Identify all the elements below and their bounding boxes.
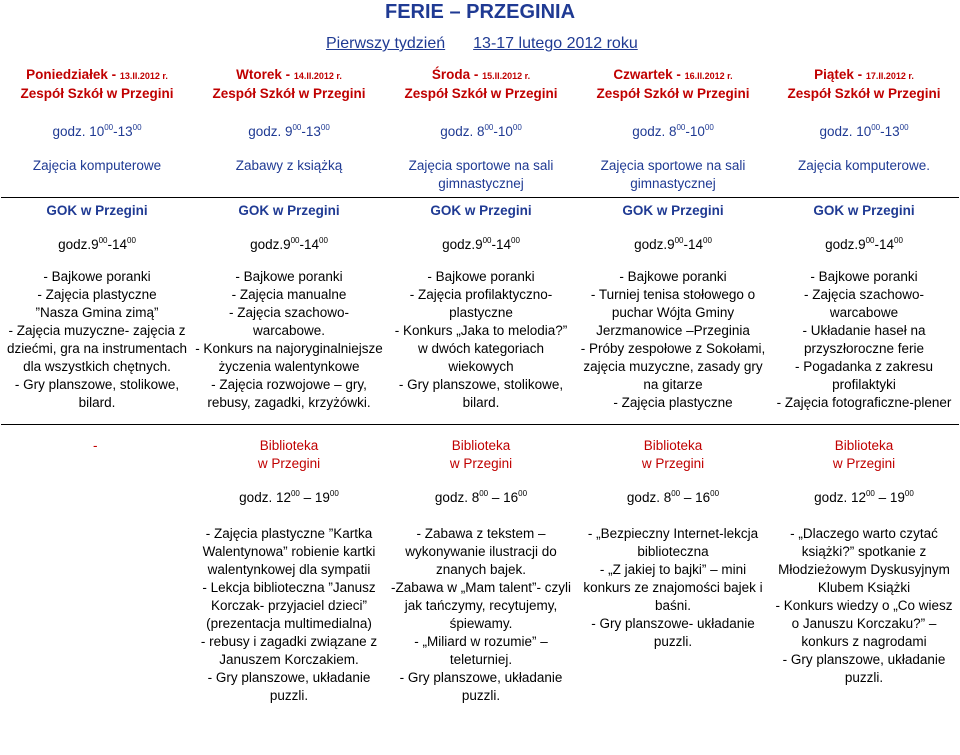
school-hours-3-sup-start: 00 <box>484 123 494 132</box>
gok-name-1: GOK w Przegini <box>46 203 148 218</box>
library-line2: w Przegini <box>641 456 705 471</box>
library-hours-4-sup-end: 00 <box>710 489 720 498</box>
library-activities-4 <box>577 507 769 705</box>
gok-activity-item: - Układanie haseł na przyszłoroczne ferie <box>802 323 926 356</box>
gok-name-5: GOK w Przegini <box>813 203 915 218</box>
day-date: 17.II.2012 r. <box>865 71 914 81</box>
school-name-row <box>1 85 959 103</box>
library-name-3 <box>385 425 577 474</box>
gok-hours-1: $godz.9^{00}-14^{00}$ <box>58 236 136 252</box>
library-line1: Biblioteka <box>834 438 894 453</box>
subtitle-dates: 13-17 lutego 2012 roku <box>473 35 638 52</box>
school-hours-4: godz. $8^{00}-10^{00}$ <box>632 123 714 139</box>
gok-activity-item: - Bajkowe poranki <box>810 269 918 284</box>
school-hours-cell-2 <box>193 103 385 141</box>
school-activity-5: Zajęcia komputerowe. <box>769 141 959 198</box>
library-hours-5-sup-start: 00 <box>865 489 875 498</box>
gok-activity-item: - Bajkowe poranki <box>235 269 343 284</box>
library-name-2 <box>193 425 385 474</box>
gok-activity-item: - Próby zespołowe z Sokołami, zajęcia muzyczne, zasady gry na gitarze <box>580 341 766 392</box>
library-line1: Biblioteka <box>451 438 511 453</box>
gok-hours-cell-2 <box>193 220 385 254</box>
day-date: 16.II.2012 r. <box>684 71 733 81</box>
day-date: 15.II.2012 r. <box>482 71 531 81</box>
day-header-5 <box>769 62 959 85</box>
library-activity-item: - Gry planszowe, układanie puzzli. <box>399 670 563 703</box>
school-hours-1-sup-start: 00 <box>104 123 114 132</box>
day-header-4 <box>577 62 769 85</box>
library-activity-item: - Lekcja biblioteczna ”Janusz Korczak- przyjaciel dzieci” (prezentacja multimedialna) <box>202 580 376 631</box>
schedule-table <box>1 62 959 705</box>
library-name-1 <box>1 425 193 474</box>
gok-hours-row <box>1 220 959 254</box>
day-date: 13.II.2012 r. <box>119 71 168 81</box>
day-header-2 <box>193 62 385 85</box>
gok-hours-3-sup-start: 00 <box>482 236 492 245</box>
library-activity-item: - „Miliard w rozumie” – teleturniej. <box>414 634 548 667</box>
gok-activity-item: - Zajęcia szachowo-warcabowe <box>803 287 925 320</box>
library-activity-item: - „Bezpieczny Internet-lekcja biblioteczna <box>587 526 759 559</box>
gok-hours-4-sup-start: 00 <box>674 236 684 245</box>
gok-hours-2: $godz.9^{00}-14^{00}$ <box>250 236 328 252</box>
school-hours-row <box>1 103 959 141</box>
day-name: Wtorek - <box>236 67 294 82</box>
library-activity-item: - Zabawa z tekstem – wykonywanie ilustracji do znanych bajek. <box>405 526 557 577</box>
school-activity-2: Zabawy z książką <box>193 141 385 198</box>
gok-hours-5-sup-end: 00 <box>894 236 903 245</box>
library-hours-cell-2 <box>193 473 385 507</box>
library-activities-5 <box>769 507 959 705</box>
school-activity-3: Zajęcia sportowe na sali gimnastycznej <box>385 141 577 198</box>
gok-activity-item: - Konkurs „Jaka to melodia?” <box>394 323 568 338</box>
gok-activity-item: - Zajęcia rozwojowe – gry, rebusy, zagadki, krzyżówki. <box>207 377 371 410</box>
gok-activities-row <box>1 254 959 425</box>
library-hours-5: godz. $12^{00} - 19^{00}$ <box>814 489 914 505</box>
library-line1: Biblioteka <box>259 438 319 453</box>
library-activity-item: - Konkurs wiedzy o „Co wiesz o Januszu Korczaku?” – konkurs z nagrodami <box>775 598 953 649</box>
school-hours-2-sup-start: 00 <box>292 123 302 132</box>
day-name: Czwartek - <box>613 67 685 82</box>
day-date: 14.II.2012 r. <box>293 71 342 81</box>
library-hours-cell-1 <box>1 473 193 507</box>
library-hours-3-sup-start: 00 <box>479 489 489 498</box>
school-hours-5-sup-start: 00 <box>871 123 881 132</box>
school-hours-3-sup-end: 00 <box>512 123 522 132</box>
library-dash: - <box>93 438 98 453</box>
school-hours-2: godz. $9^{00}-13^{00}$ <box>248 123 330 139</box>
library-line2: w Przegini <box>832 456 896 471</box>
gok-activity-item: - Zajęcia plastyczne <box>613 395 733 410</box>
school-name-5: Zespół Szkół w Przegini <box>787 86 941 101</box>
library-line2: w Przegini <box>257 456 321 471</box>
gok-hours-cell-4 <box>577 220 769 254</box>
school-name-2: Zespół Szkół w Przegini <box>212 86 366 101</box>
gok-activity-item: - Gry planszowe, stolikowe, bilard. <box>398 377 564 410</box>
day-header-1 <box>1 62 193 85</box>
library-hours-3-sup-end: 00 <box>518 489 528 498</box>
day-name: Poniedziałek - <box>26 67 120 82</box>
gok-activities-2 <box>193 254 385 425</box>
gok-name-3: GOK w Przegini <box>430 203 532 218</box>
library-hours-cell-3 <box>385 473 577 507</box>
gok-name-2: GOK w Przegini <box>238 203 340 218</box>
gok-name-row <box>1 198 959 221</box>
page-title: FERIE – PRZEGINIA <box>384 1 576 23</box>
school-hours-5: godz. $10^{00}-13^{00}$ <box>819 123 909 139</box>
library-activity-item: - Gry planszowe, układanie puzzli. <box>782 652 946 685</box>
school-hours-5-sup-end: 00 <box>899 123 909 132</box>
subtitle-week: Pierwszy tydzień <box>326 35 446 52</box>
gok-activity-item: - Zajęcia profilaktyczno-plastyczne <box>409 287 553 320</box>
library-activity-item: - Zajęcia plastyczne ”Kartka Walentynowa” robienie kartki walentynkowej dla sympatii <box>202 526 376 577</box>
library-activity-item: - Gry planszowe- układanie puzzli. <box>591 616 755 649</box>
gok-hours-cell-1 <box>1 220 193 254</box>
gok-hours-5-sup-start: 00 <box>865 236 875 245</box>
library-activity-item: - „Z jakiej to bajki” – mini konkurs ze znajomości bajek i baśni. <box>583 562 763 613</box>
gok-activity-item: - Bajkowe poranki <box>43 269 151 284</box>
library-activity-item: - Gry planszowe, układanie puzzli. <box>207 670 371 703</box>
gok-activity-item: - Zajęcia plastyczne <box>37 287 157 302</box>
gok-activity-item: - Pogadanka z zakresu profilaktyki <box>794 359 934 392</box>
gok-activity-item: - Bajkowe poranki <box>427 269 535 284</box>
gok-hours-2-sup-end: 00 <box>319 236 328 245</box>
library-activities-3 <box>385 507 577 705</box>
gok-activity-item: - Zajęcia manualne <box>231 287 347 302</box>
gok-hours-cell-5 <box>769 220 959 254</box>
gok-activities-3 <box>385 254 577 425</box>
library-hours-cell-5 <box>769 473 959 507</box>
school-name-4: Zespół Szkół w Przegini <box>596 86 750 101</box>
library-name-5 <box>769 425 959 474</box>
gok-hours-3: $godz.9^{00}-14^{00}$ <box>442 236 520 252</box>
gok-activity-item: - Zajęcia fotograficzne-plener <box>776 395 952 410</box>
library-activities-row <box>1 507 959 705</box>
school-hours-2-sup-end: 00 <box>320 123 330 132</box>
gok-hours-5: $godz.9^{00}-14^{00}$ <box>825 236 903 252</box>
school-hours-4-sup-end: 00 <box>704 123 714 132</box>
gok-hours-4-sup-end: 00 <box>703 236 712 245</box>
library-activities-1 <box>1 507 193 705</box>
school-name-3: Zespół Szkół w Przegini <box>404 86 558 101</box>
library-line2: w Przegini <box>449 456 513 471</box>
library-hours-2-sup-start: 00 <box>290 489 300 498</box>
library-hours-2-sup-end: 00 <box>329 489 339 498</box>
library-hours-4: godz. $8^{00} - 16^{00}$ <box>626 489 720 505</box>
school-activity-4: Zajęcia sportowe na sali gimnastycznej <box>577 141 769 198</box>
library-activities-2 <box>193 507 385 705</box>
library-hours-5-sup-end: 00 <box>904 489 914 498</box>
library-hours-2: godz. $12^{00} - 19^{00}$ <box>239 489 339 505</box>
gok-activity-item: - Gry planszowe, stolikowe, bilard. <box>14 377 180 410</box>
gok-activity-item: - Zajęcia szachowo-warcabowe. <box>228 305 350 338</box>
school-hours-cell-1 <box>1 103 193 141</box>
gok-hours-cell-3 <box>385 220 577 254</box>
day-name: Środa - <box>431 67 483 82</box>
school-hours-cell-4 <box>577 103 769 141</box>
library-activity-item: - rebusy i zagadki związane z Januszem Korczakiem. <box>200 634 378 667</box>
library-line1: Biblioteka <box>643 438 703 453</box>
gok-activities-4 <box>577 254 769 425</box>
school-hours-cell-3 <box>385 103 577 141</box>
gok-hours-1-sup-end: 00 <box>127 236 136 245</box>
gok-name-4: GOK w Przegini <box>622 203 724 218</box>
gok-hours-1-sup-start: 00 <box>98 236 108 245</box>
school-hours-3: godz. $8^{00}-10^{00}$ <box>440 123 522 139</box>
gok-hours-4: $godz.9^{00}-14^{00}$ <box>634 236 712 252</box>
page-subtitle <box>326 35 638 53</box>
school-activity-1: Zajęcia komputerowe <box>1 141 193 198</box>
school-name-1: Zespół Szkół w Przegini <box>20 86 174 101</box>
library-activity-item: - „Dlaczego warto czytać książki?” spotkanie z Młodzieżowym Dyskusyjnym Klubem Książki <box>778 526 950 595</box>
gok-activity-item: ”Nasza Gmina zimą” <box>35 305 159 320</box>
library-name-4 <box>577 425 769 474</box>
day-header-3 <box>385 62 577 85</box>
library-name-row <box>1 425 959 474</box>
library-activity-item: -Zabawa w „Mam talent”- czyli jak tańczymy, recytujemy, śpiewamy. <box>390 580 572 631</box>
gok-activity-item: - Turniej tenisa stołowego o puchar Wójta Gminy Jerzmanowice –Przeginia <box>590 287 756 338</box>
school-activity-row <box>1 141 959 198</box>
day-name: Piątek - <box>814 67 866 82</box>
school-hours-1: godz. $10^{00}-13^{00}$ <box>52 123 142 139</box>
gok-activities-1 <box>1 254 193 425</box>
gok-hours-3-sup-end: 00 <box>511 236 520 245</box>
gok-activity-item: - Bajkowe poranki <box>619 269 727 284</box>
day-header-row <box>1 62 959 85</box>
library-hours-4-sup-start: 00 <box>671 489 681 498</box>
library-hours-row <box>1 473 959 507</box>
gok-hours-2-sup-start: 00 <box>290 236 300 245</box>
school-hours-cell-5 <box>769 103 959 141</box>
school-hours-1-sup-end: 00 <box>132 123 142 132</box>
gok-activities-5 <box>769 254 959 425</box>
gok-activity-item: - Zajęcia muzyczne- zajęcia z dziećmi, gra na instrumentach dla wszystkich chętnych. <box>6 323 188 374</box>
school-hours-4-sup-start: 00 <box>676 123 686 132</box>
gok-activity-item: w dwóch kategoriach wiekowych <box>417 341 545 374</box>
gok-activity-item: - Konkurs na najoryginalniejsze życzenia walentynkowe <box>195 341 383 374</box>
library-hours-3: godz. $8^{00} - 16^{00}$ <box>434 489 528 505</box>
library-hours-cell-4 <box>577 473 769 507</box>
